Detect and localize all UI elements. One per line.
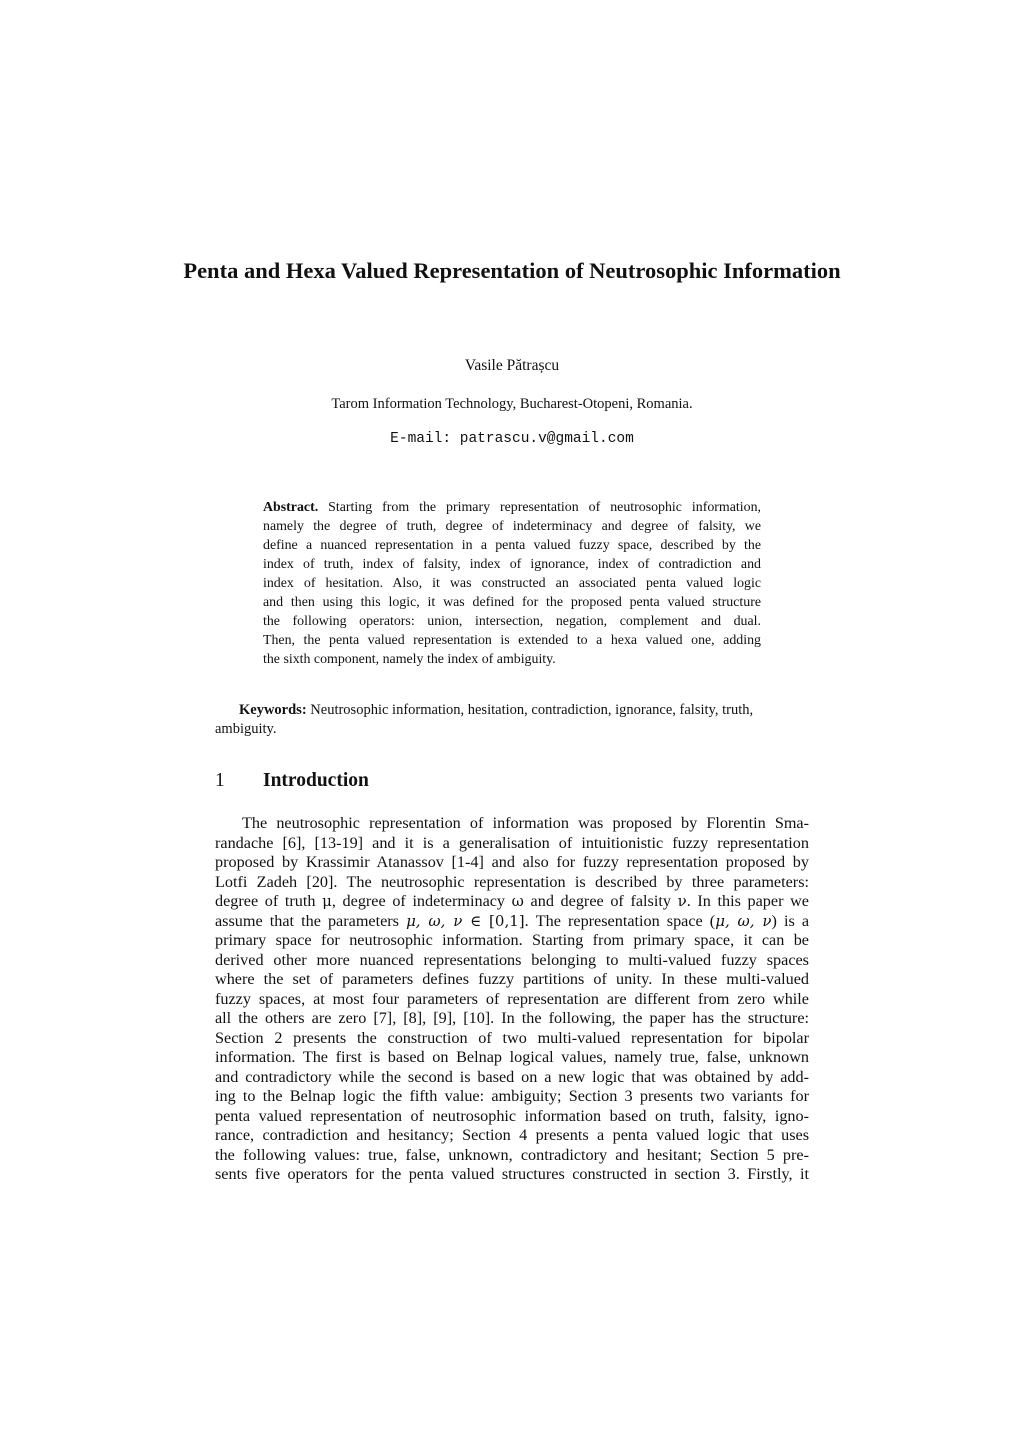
- paper-title: Penta and Hexa Valued Representation of Neutrosophic Information: [183, 258, 841, 283]
- abstract-line: index of truth, index of falsity, index of ignorance, index of contradiction and: [263, 557, 761, 572]
- keywords-text: Neutrosophic information, hesitation, contradiction, ignorance, falsity, truth,: [310, 702, 754, 718]
- body-line: randache [6], [13-19] and it is a generalisation of intuitionistic fuzzy representation: [215, 834, 809, 852]
- body-line: proposed by Krassimir Atanassov [1-4] and also for fuzzy representation proposed by: [215, 853, 809, 871]
- symbol-mu: μ: [322, 892, 332, 910]
- abstract-line: index of hesitation. Also, it was constructed an associated penta valued logic: [263, 576, 761, 591]
- body-line: Lotfi Zadeh [20]. The neutrosophic representation is described by three parameters:: [215, 873, 809, 891]
- body-line: [215, 892, 809, 911]
- body-line: sents five operators for the penta valued structures constructed in section 3. Firstly, it: [215, 1165, 809, 1183]
- body-line: fuzzy spaces, at most four parameters of representation are different from zero while: [215, 990, 809, 1008]
- symbol-omega: ω: [511, 892, 524, 910]
- body-text: degree of truth: [215, 892, 323, 910]
- abstract-line: the following operators: union, intersection, negation, complement and dual.: [263, 614, 761, 629]
- body-line: the following values: true, false, unknown, contradictory and hesitant; Section 5 pre-: [215, 1146, 809, 1164]
- math-space: μ, ω, ν: [715, 912, 772, 930]
- body-line: and contradictory while the second is based on a new logic that was obtained by add-: [215, 1068, 809, 1086]
- abstract-line: Then, the penta valued representation is extended to a hexa valued one, adding: [263, 633, 761, 648]
- keywords-label: Keywords:: [239, 702, 307, 718]
- abstract-text: Starting from the primary representation of neutrosophic information,: [328, 500, 761, 515]
- body-line: where the set of parameters defines fuzzy partitions of unity. In these multi-valued: [215, 970, 809, 988]
- section-number: 1: [215, 770, 225, 791]
- body-line: rance, contradiction and hesitancy; Section 4 presents a penta valued logic that uses: [215, 1126, 809, 1144]
- body-text: and degree of falsity: [523, 892, 678, 910]
- abstract-line: and then using this logic, it was defined for the proposed penta valued structure: [263, 595, 761, 610]
- keywords-line: ambiguity.: [215, 721, 277, 737]
- abstract-line: the sixth component, namely the index of ambiguity.: [263, 652, 556, 667]
- abstract-label: Abstract.: [263, 500, 319, 515]
- author-affiliation: Tarom Information Technology, Bucharest-Otopeni, Romania.: [331, 396, 693, 412]
- abstract-line: define a nuanced representation in a penta valued fuzzy space, described by the: [263, 538, 761, 553]
- math-parameters: μ, ω, ν: [406, 912, 463, 930]
- body-text: ) is a: [771, 912, 810, 930]
- body-text: assume that the parameters: [215, 912, 407, 930]
- body-line: [215, 912, 809, 931]
- abstract-line: [263, 500, 761, 516]
- body-text: . The representation space (: [524, 912, 716, 930]
- body-line: derived other more nuanced representations belonging to multi-valued fuzzy spaces: [215, 951, 809, 969]
- keywords-line: [239, 702, 753, 719]
- body-line: primary space for neutrosophic information. Starting from primary space, it can be: [215, 931, 809, 949]
- body-text: . In this paper we: [686, 892, 809, 910]
- body-line: penta valued representation of neutrosophic information based on truth, falsity, igno-: [215, 1107, 809, 1125]
- body-line: ing to the Belnap logic the fifth value: ambiguity; Section 3 presents two variants for: [215, 1087, 809, 1105]
- section-title: Introduction: [263, 770, 369, 791]
- symbol-nu: ν: [677, 892, 687, 910]
- body-line: information. The first is based on Belnap logical values, namely true, false, unknown: [215, 1048, 809, 1066]
- body-line: Section 2 presents the construction of two multi-valued representation for bipolar: [215, 1029, 809, 1047]
- body-text: , degree of indeterminacy: [331, 892, 512, 910]
- abstract-line: namely the degree of truth, degree of indeterminacy and degree of falsity, we: [263, 519, 761, 534]
- body-line: The neutrosophic representation of information was proposed by Florentin Sma-: [242, 814, 809, 832]
- author-email: E-mail: patrascu.v@gmail.com: [390, 431, 634, 447]
- body-line: all the others are zero [7], [8], [9], [10]. In the following, the paper has the structure:: [215, 1009, 809, 1027]
- math-interval: ∈ [0,1]: [462, 912, 525, 930]
- author-name: Vasile Pătrașcu: [464, 357, 560, 374]
